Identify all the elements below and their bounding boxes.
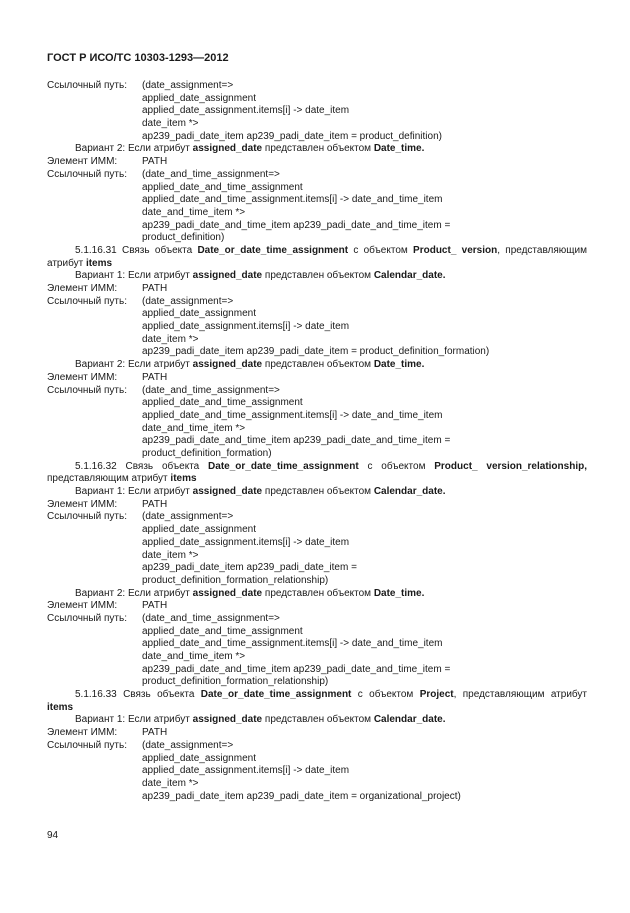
field-line xyxy=(47,283,587,296)
field-value: (date_and_time_assignment=> xyxy=(142,168,280,180)
text-run: с объектом xyxy=(351,689,420,701)
variant-line xyxy=(47,359,587,372)
text-run: с объектом xyxy=(358,460,435,472)
path-line xyxy=(47,308,587,321)
path-line xyxy=(47,537,587,550)
path-value: date_and_time_item *> xyxy=(142,651,246,662)
field-line xyxy=(47,372,587,385)
bold-term: Date_or_date_time_assignment xyxy=(200,689,352,701)
path-line xyxy=(47,423,587,436)
field-line xyxy=(47,499,587,512)
path-value: ap239_padi_date_item ap239_padi_date_item = xyxy=(142,562,357,574)
path-value: applied_date_and_time_assignment.items[i] -> date_and_time_item xyxy=(142,194,443,206)
path-value: date_item *> xyxy=(142,777,199,789)
text-run: Вариант 2: Если атрибут xyxy=(75,359,193,371)
path-line xyxy=(47,448,587,461)
path-line xyxy=(47,562,587,575)
field-value: (date_and_time_assignment=> xyxy=(142,612,280,624)
field-label: Ссылочный путь: xyxy=(47,612,127,624)
path-line xyxy=(47,105,587,118)
path-value: applied_date_and_time_assignment xyxy=(142,625,303,637)
field-label: Ссылочный путь: xyxy=(47,511,127,523)
path-value: date_item *> xyxy=(142,118,199,130)
text-run: , представляющим атрибут xyxy=(453,689,587,701)
path-line xyxy=(47,220,587,233)
variant-line xyxy=(47,588,587,601)
field-line xyxy=(47,80,587,93)
field-label: Ссылочный путь: xyxy=(47,739,127,751)
bold-term: Product_ version xyxy=(413,244,498,256)
field-value: (date_assignment=> xyxy=(142,511,234,523)
path-value: product_definition) xyxy=(142,232,225,244)
path-line xyxy=(47,321,587,334)
bold-term: Calendar_date. xyxy=(373,270,446,282)
path-value: ap239_padi_date_and_time_item ap239_padi_date_and_time_item = xyxy=(142,435,451,447)
path-line xyxy=(47,93,587,106)
text-run: 5.1.16.33 Связь объекта xyxy=(75,689,201,701)
path-value: product_definition_formation_relationship) xyxy=(142,574,329,586)
path-value: ap239_padi_date_and_time_item ap239_padi_date_and_time_item = xyxy=(142,663,451,675)
field-line xyxy=(47,727,587,740)
path-value: date_item *> xyxy=(142,333,199,345)
text-run: представлен объектом xyxy=(262,587,374,599)
path-line xyxy=(47,232,587,245)
path-line xyxy=(47,765,587,778)
page-number: 94 xyxy=(47,830,59,841)
path-line xyxy=(47,575,587,588)
bold-term: Calendar_date. xyxy=(373,486,446,498)
field-line xyxy=(47,600,587,613)
path-line xyxy=(47,194,587,207)
path-value: applied_date_and_time_assignment.items[i] -> date_and_time_item xyxy=(142,638,443,650)
text-run: Вариант 2: Если атрибут xyxy=(75,587,193,599)
path-line xyxy=(47,651,587,664)
path-value: applied_date_assignment xyxy=(142,92,256,104)
path-line xyxy=(47,334,587,347)
field-line xyxy=(47,740,587,753)
section-paragraph xyxy=(47,461,587,486)
field-value: PATH xyxy=(142,600,168,612)
path-value: applied_date_and_time_assignment xyxy=(142,397,303,409)
bold-term: assigned_date xyxy=(192,714,263,726)
field-line xyxy=(47,156,587,169)
field-label: Элемент ИММ: xyxy=(47,727,118,739)
bold-term: Date_time. xyxy=(373,143,425,155)
path-value: applied_date_assignment.items[i] -> date_item xyxy=(142,536,350,548)
path-line xyxy=(47,131,587,144)
field-label: Ссылочный путь: xyxy=(47,295,127,307)
field-value: (date_assignment=> xyxy=(142,80,234,91)
field-value: (date_assignment=> xyxy=(142,739,234,751)
bold-term: Date_time. xyxy=(373,587,425,599)
bold-term: assigned_date xyxy=(192,143,263,155)
path-line xyxy=(47,118,587,131)
field-line xyxy=(47,511,587,524)
text-run: представлен объектом xyxy=(262,143,374,155)
path-line xyxy=(47,397,587,410)
bold-term: Calendar_date. xyxy=(373,714,446,726)
path-value: date_item *> xyxy=(142,549,199,561)
bold-term: Product_ version_relationship, xyxy=(434,460,587,472)
path-value: applied_date_assignment xyxy=(142,308,256,320)
text-run: представлен объектом xyxy=(262,714,374,726)
field-value: (date_assignment=> xyxy=(142,295,234,307)
path-line xyxy=(47,346,587,359)
path-value: applied_date_assignment.items[i] -> date_item xyxy=(142,321,350,333)
field-line xyxy=(47,296,587,309)
variant-line xyxy=(47,143,587,156)
path-line xyxy=(47,791,587,804)
path-value: date_and_time_item *> xyxy=(142,422,246,434)
text-run: Вариант 1: Если атрибут xyxy=(75,270,193,282)
path-line xyxy=(47,676,587,689)
field-value: PATH xyxy=(142,498,168,510)
bold-term: Date_or_date_time_assignment xyxy=(197,244,349,256)
text-run: представлен объектом xyxy=(262,359,374,371)
path-line xyxy=(47,207,587,220)
path-line xyxy=(47,410,587,423)
path-value: applied_date_assignment xyxy=(142,524,256,536)
field-value: (date_and_time_assignment=> xyxy=(142,384,280,396)
bold-term: assigned_date xyxy=(192,486,263,498)
text-run: 5.1.16.32 Связь объекта xyxy=(75,460,209,472)
path-value: ap239_padi_date_and_time_item ap239_padi_date_and_time_item = xyxy=(142,219,451,231)
bold-term: items xyxy=(47,701,74,713)
field-line xyxy=(47,169,587,182)
variant-line xyxy=(47,270,587,283)
path-line xyxy=(47,550,587,563)
field-value: PATH xyxy=(142,283,168,295)
path-value: applied_date_and_time_assignment.items[i] -> date_and_time_item xyxy=(142,409,443,421)
path-line xyxy=(47,638,587,651)
field-label: Элемент ИММ: xyxy=(47,498,118,510)
path-value: date_and_time_item *> xyxy=(142,206,246,218)
bold-term: items xyxy=(170,473,197,485)
text-run: Вариант 1: Если атрибут xyxy=(75,486,193,498)
path-value: product_definition_formation_relationship) xyxy=(142,676,329,688)
field-label: Элемент ИММ: xyxy=(47,371,118,383)
field-label: Ссылочный путь: xyxy=(47,80,127,91)
path-line xyxy=(47,435,587,448)
text-run: 5.1.16.31 Связь объекта xyxy=(75,244,198,256)
bold-term: Date_or_date_time_assignment xyxy=(208,460,359,472)
section-paragraph xyxy=(47,689,587,714)
variant-line xyxy=(47,714,587,727)
path-value: applied_date_and_time_assignment xyxy=(142,181,303,193)
field-label: Ссылочный путь: xyxy=(47,384,127,396)
text-run: , представляющим атрибут xyxy=(47,244,587,269)
text-run: представлен объектом xyxy=(262,270,374,282)
field-label: Ссылочный путь: xyxy=(47,168,127,180)
bold-term: items xyxy=(85,257,113,269)
path-line xyxy=(47,778,587,791)
section-paragraph xyxy=(47,245,587,270)
bold-term: assigned_date xyxy=(192,587,263,599)
text-run: Вариант 2: Если атрибут xyxy=(75,143,193,155)
field-line xyxy=(47,613,587,626)
path-value: applied_date_assignment.items[i] -> date_item xyxy=(142,765,350,777)
bold-term: assigned_date xyxy=(192,270,263,282)
document-body xyxy=(47,80,587,803)
text-run: представляющим атрибут xyxy=(47,473,171,485)
path-value: product_definition_formation) xyxy=(142,447,272,459)
text-run: представлен объектом xyxy=(262,486,374,498)
field-label: Элемент ИММ: xyxy=(47,600,118,612)
field-value: PATH xyxy=(142,727,168,739)
path-line xyxy=(47,524,587,537)
field-label: Элемент ИММ: xyxy=(47,283,118,295)
text-run: с объектом xyxy=(348,244,414,256)
path-value: ap239_padi_date_item ap239_padi_date_item = product_definition) xyxy=(142,130,442,142)
variant-line xyxy=(47,486,587,499)
bold-term: assigned_date xyxy=(192,359,263,371)
page-header: ГОСТ Р ИСО/ТС 10303-1293—2012 xyxy=(47,52,229,64)
field-value: PATH xyxy=(142,156,168,168)
path-line xyxy=(47,664,587,677)
bold-term: Project xyxy=(419,689,454,701)
field-label: Элемент ИММ: xyxy=(47,156,118,168)
path-line xyxy=(47,626,587,639)
path-value: applied_date_assignment.items[i] -> date_item xyxy=(142,105,350,117)
text-run: Вариант 1: Если атрибут xyxy=(75,714,193,726)
path-value: applied_date_assignment xyxy=(142,752,256,764)
path-line xyxy=(47,753,587,766)
path-value: ap239_padi_date_item ap239_padi_date_item = product_definition_formation) xyxy=(142,346,490,358)
field-line xyxy=(47,385,587,398)
field-value: PATH xyxy=(142,371,168,383)
path-value: ap239_padi_date_item ap239_padi_date_item = organizational_project) xyxy=(142,790,461,802)
bold-term: Date_time. xyxy=(373,359,425,371)
path-line xyxy=(47,182,587,195)
